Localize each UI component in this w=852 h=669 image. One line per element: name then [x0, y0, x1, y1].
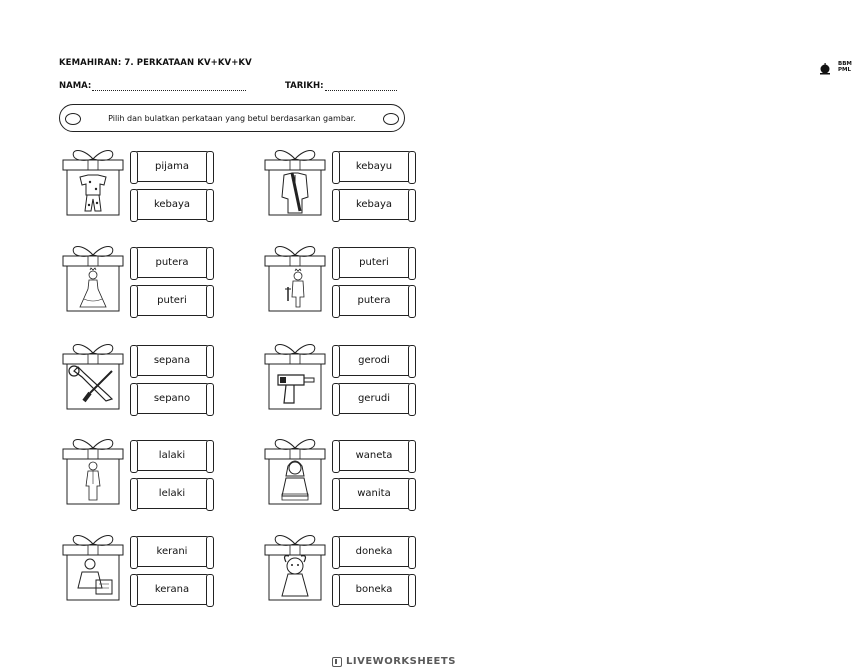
woman-icon	[262, 436, 328, 506]
word-option[interactable]	[133, 478, 211, 509]
word-option[interactable]	[335, 536, 413, 567]
word-option-label: kerana	[154, 584, 190, 595]
name-field[interactable]	[92, 90, 246, 91]
word-option-label: kebaya	[355, 199, 393, 210]
word-option[interactable]	[335, 440, 413, 471]
word-option[interactable]	[133, 151, 211, 182]
wrench-screwdriver-icon	[60, 341, 126, 411]
word-option-label: boneka	[355, 584, 393, 595]
word-option-label: sepano	[153, 393, 191, 404]
man-icon	[60, 436, 126, 506]
word-option[interactable]	[335, 383, 413, 414]
bbm-logo	[408, 30, 852, 73]
instruction-banner	[59, 104, 405, 132]
word-option[interactable]	[335, 345, 413, 376]
word-option[interactable]	[133, 247, 211, 278]
prince-icon	[262, 243, 328, 313]
word-option-label: gerodi	[358, 355, 390, 366]
word-option-label: lelaki	[158, 488, 186, 499]
word-option[interactable]	[335, 189, 413, 220]
name-label: NAMA:	[59, 81, 92, 91]
word-option[interactable]	[335, 574, 413, 605]
word-option-label: kerani	[156, 546, 188, 557]
word-option[interactable]	[133, 574, 211, 605]
word-option[interactable]	[133, 345, 211, 376]
word-option-label: kebayu	[355, 161, 393, 172]
drill-icon	[262, 341, 328, 411]
word-option[interactable]	[133, 285, 211, 316]
word-option[interactable]	[133, 189, 211, 220]
word-option[interactable]	[133, 440, 211, 471]
liveworksheets-icon	[332, 657, 342, 667]
logo-text-bottom: PML	[838, 67, 852, 73]
word-option-label: pijama	[155, 161, 189, 172]
footer-brand	[332, 654, 474, 669]
word-option-label: puteri	[359, 257, 389, 268]
word-option-label: doneka	[355, 546, 393, 557]
word-option-label: waneta	[355, 450, 393, 461]
kebaya-dress-icon	[262, 147, 328, 217]
word-option-label: gerudi	[357, 393, 391, 404]
instruction-text: Pilih dan bulatkan perkataan yang betul berdasarkan gambar.	[108, 113, 356, 123]
word-option-label: putera	[155, 257, 189, 268]
doll-icon	[262, 532, 328, 602]
word-option[interactable]	[335, 478, 413, 509]
word-option-label: puteri	[157, 295, 187, 306]
word-option[interactable]	[133, 536, 211, 567]
footer-brand-text: LIVEWORKSHEETS	[346, 656, 456, 667]
logo-text-top: BBM	[838, 61, 852, 67]
clerk-icon	[60, 532, 126, 602]
word-option-label: putera	[357, 295, 391, 306]
pyjamas-icon	[60, 147, 126, 217]
word-option[interactable]	[133, 383, 211, 414]
word-option-label: lalaki	[158, 450, 186, 461]
date-label: TARIKH:	[285, 81, 324, 91]
apple-book-icon	[819, 63, 831, 75]
word-option-label: wanita	[357, 488, 391, 499]
word-option-label: kebaya	[153, 199, 191, 210]
princess-icon	[60, 243, 126, 313]
skill-title: KEMAHIRAN: 7. PERKATAAN KV+KV+KV	[59, 58, 252, 68]
date-field[interactable]	[325, 90, 397, 91]
word-option-label: sepana	[153, 355, 191, 366]
word-option[interactable]	[335, 285, 413, 316]
word-option[interactable]	[335, 151, 413, 182]
word-option[interactable]	[335, 247, 413, 278]
